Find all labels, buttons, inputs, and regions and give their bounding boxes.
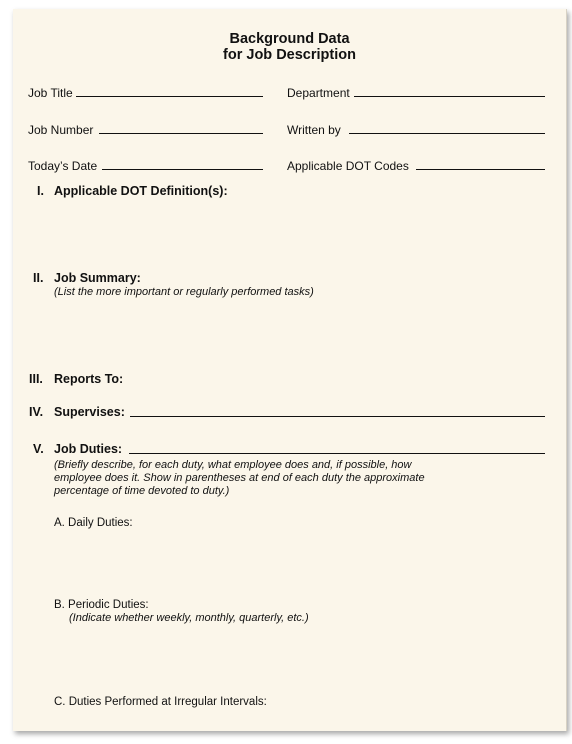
todays-date-line[interactable]	[102, 169, 263, 170]
section-4-number: IV.	[29, 405, 44, 419]
periodic-duties-label: B. Periodic Duties:	[54, 599, 149, 611]
section-5-number: V.	[33, 442, 44, 456]
section-5-note-line2: employee does it. Show in parentheses at end of each duty the approximate	[54, 472, 425, 484]
section-5-note-line1: (Briefly describe, for each duty, what employee does and, if possible, how	[54, 459, 412, 471]
job-duties-line[interactable]	[129, 453, 545, 454]
job-title-line[interactable]	[76, 96, 263, 97]
department-line[interactable]	[354, 96, 545, 97]
form-title-line1: Background Data	[229, 31, 350, 47]
section-5-title: Job Duties:	[54, 442, 123, 456]
section-3-title: Reports To:	[54, 372, 124, 386]
job-number-line[interactable]	[99, 133, 263, 134]
todays-date-label: Today’s Date	[28, 159, 98, 173]
form-title-line2: for Job Description	[223, 47, 356, 63]
form-page	[13, 9, 567, 731]
dot-codes-line[interactable]	[416, 169, 545, 170]
section-1-number: I.	[37, 184, 44, 198]
section-1-title: Applicable DOT Definition(s):	[54, 184, 228, 198]
supervises-line[interactable]	[130, 416, 545, 417]
irregular-duties-label: C. Duties Performed at Irregular Intervals:	[54, 696, 267, 708]
job-number-label: Job Number	[28, 123, 94, 137]
written-by-label: Written by	[287, 123, 341, 137]
periodic-duties-note: (Indicate whether weekly, monthly, quarterly, etc.)	[69, 612, 309, 624]
department-label: Department	[287, 86, 350, 100]
section-2-note: (List the more important or regularly performed tasks)	[54, 286, 314, 298]
section-5-note-line3: percentage of time devoted to duty.)	[54, 485, 230, 497]
written-by-line[interactable]	[349, 133, 545, 134]
job-title-label: Job Title	[28, 86, 73, 100]
dot-codes-label: Applicable DOT Codes	[287, 159, 409, 173]
section-4-title: Supervises:	[54, 405, 125, 419]
section-2-number: II.	[33, 271, 44, 285]
section-3-number: III.	[29, 372, 43, 386]
daily-duties-label: A. Daily Duties:	[54, 517, 133, 529]
section-2-title: Job Summary:	[54, 271, 141, 285]
